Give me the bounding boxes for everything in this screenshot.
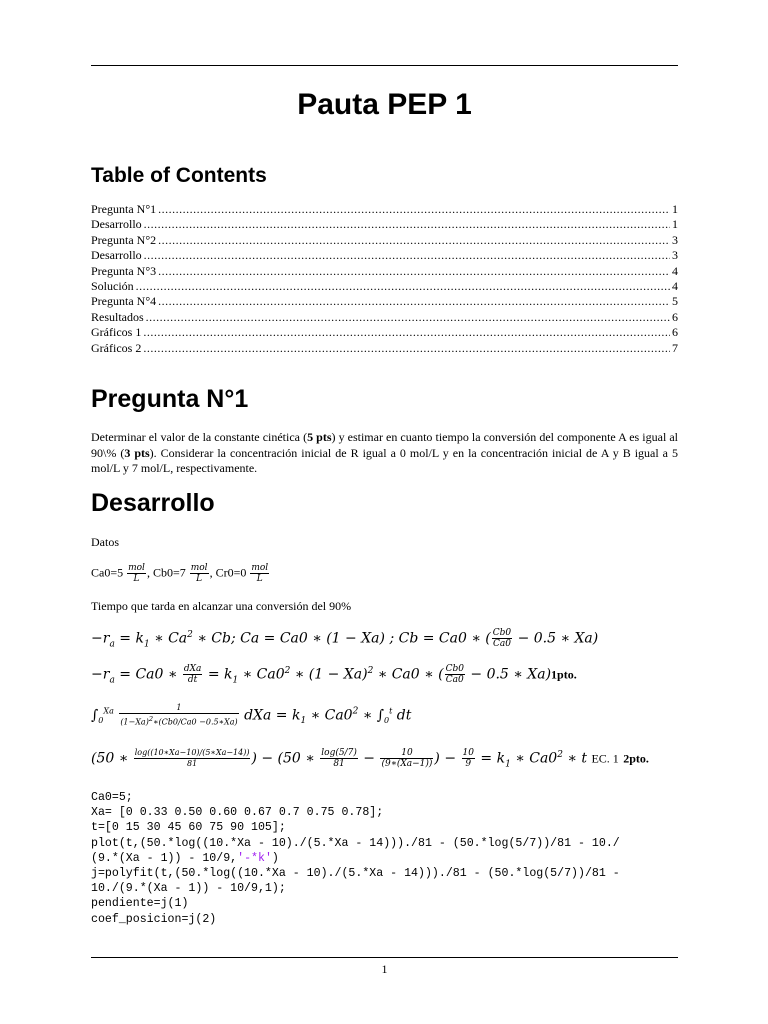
toc-entry[interactable]	[91, 341, 678, 356]
toc-leader-dots	[158, 233, 670, 248]
toc-entry-page: 5	[672, 294, 678, 309]
toc-entry-label: Desarrollo	[91, 248, 142, 263]
pregunta-1-text: Determinar el valor de la constante cinética (5 pts) y estimar en cuanto tiempo la conversión del componente A es igual al 90\% (3 pts). Considerar la concentración inicial de R igual a 0 mol/L y en la concentración inicial de A y B igual a 5 mol/L y 7 mol/L, respectivamente.	[91, 430, 679, 475]
section-heading-pregunta-1: Pregunta N°1	[91, 385, 249, 413]
toc-entry-page: 7	[672, 340, 678, 355]
toc-entry-label: Pregunta N°2	[91, 232, 157, 247]
toc-leader-dots	[143, 325, 670, 340]
toc-entry[interactable]	[91, 310, 678, 325]
header-rule	[91, 65, 678, 66]
toc-leader-dots	[158, 294, 670, 309]
toc-leader-dots	[144, 217, 670, 232]
toc-entry-page: 1	[672, 201, 678, 216]
toc-entry-label: Solución	[91, 278, 134, 293]
rate-equation-2: $-r_a = Ca0$ ∗ $\frac{\text{dXa}}{dt}$ = $k_1$ ∗ $Ca0^2$ ∗ $(1 - Xa)^2$ ∗ Ca0 ∗ ( $\frac{Cb0}{Ca0}$ − 0.5 ∗ Xa)1pto.	[91, 664, 577, 686]
toc-entry-label: Resultados	[91, 309, 144, 324]
toc-entry-page: 6	[672, 309, 678, 324]
toc-entry-label: Pregunta N°1	[91, 201, 157, 216]
toc-entry-label: Pregunta N°3	[91, 263, 157, 278]
initial-concentrations: Ca0=5 $\frac{\text{mol}}{L}$ , Cb0=7 $\frac{\text{mol}}{L}$ , Cr0=0 $\frac{\text{mol}}{L}$	[91, 563, 269, 584]
toc-entry[interactable]	[91, 202, 678, 217]
toc-entry-page: 6	[672, 325, 678, 340]
toc-leader-dots	[158, 202, 670, 217]
table-of-contents	[91, 202, 678, 356]
toc-entry-label: Gráficos 2	[91, 340, 142, 355]
document-page	[91, 0, 678, 1024]
integral-equation: $\int_0^{Xa}$ $\frac{1}{(1-Xa)^2∗(Cb0/Ca0 -0.5∗Xa)}$ dXa = $k_1$ ∗ $Ca0^2$ ∗ $\int_0^t$ dt	[91, 703, 412, 727]
toc-entry-page: 3	[672, 248, 678, 263]
toc-entry-page: 4	[672, 263, 678, 278]
rate-equation-1: $-r_a = k_1$ ∗ Ca$^2$ ∗ Cb; Ca = Ca0 ∗ (1 − Xa) ; Cb = Ca0 ∗ ( $\frac{Cb0}{Ca0}$ − 0.5 ∗ Xa)	[91, 628, 599, 650]
toc-entry[interactable]	[91, 294, 678, 309]
document-title: Pauta PEP 1	[297, 88, 472, 121]
matlab-code-block: Ca0=5; Xa= [0 0.33 0.50 0.60 0.67 0.7 0.75 0.78]; t=[0 15 30 45 60 75 90 105]; plot(t,(50.*log((10.*Xa - 10)./(5.*Xa - 14)))./81 - (50.*log(5/7))/81 - 10./ (9.*(Xa - 1)) - 10/9,'-*k') j=polyfit(t,(50.*log((10.*Xa - 10)./(5.*Xa - 14)))./81 - (50.*log(5/7))/81 - 10./(9.*(Xa - 1)) - 10/9,1); pendiente=j(1) coef_posicion=j(2)	[91, 791, 620, 926]
toc-entry-label: Gráficos 1	[91, 325, 142, 340]
toc-leader-dots	[144, 248, 670, 263]
toc-leader-dots	[146, 310, 670, 325]
toc-entry-page: 3	[672, 232, 678, 247]
page-number: 1	[381, 962, 388, 976]
toc-leader-dots	[136, 279, 670, 294]
toc-leader-dots	[143, 341, 670, 356]
datos-label: Datos	[91, 535, 119, 549]
toc-entry[interactable]	[91, 279, 678, 294]
toc-entry-page: 4	[672, 278, 678, 293]
section-heading-desarrollo: Desarrollo	[91, 489, 215, 517]
toc-entry-label: Desarrollo	[91, 217, 142, 232]
toc-entry[interactable]	[91, 264, 678, 279]
toc-entry[interactable]	[91, 233, 678, 248]
footer-rule	[91, 957, 678, 958]
toc-entry[interactable]	[91, 248, 678, 263]
toc-leader-dots	[158, 264, 670, 279]
toc-heading: Table of Contents	[91, 164, 267, 187]
toc-entry-label: Pregunta N°4	[91, 294, 157, 309]
toc-entry[interactable]	[91, 217, 678, 232]
toc-entry[interactable]	[91, 325, 678, 340]
tiempo-label: Tiempo que tarda en alcanzar una conversión del 90%	[91, 599, 352, 613]
toc-entry-page: 1	[672, 217, 678, 232]
integrated-equation: (50 ∗ $\frac{\log((10∗Xa-10)/(5∗Xa-14))}{81}$ ) − (50 ∗ $\frac{\log(5/7)}{81}$ − $\frac{10}{(9∗(Xa-1))}$ ) − $\frac{10}{9}$ = $k_1$ ∗ $Ca0^2$ ∗ t EC. 1 2pto.	[91, 748, 649, 770]
